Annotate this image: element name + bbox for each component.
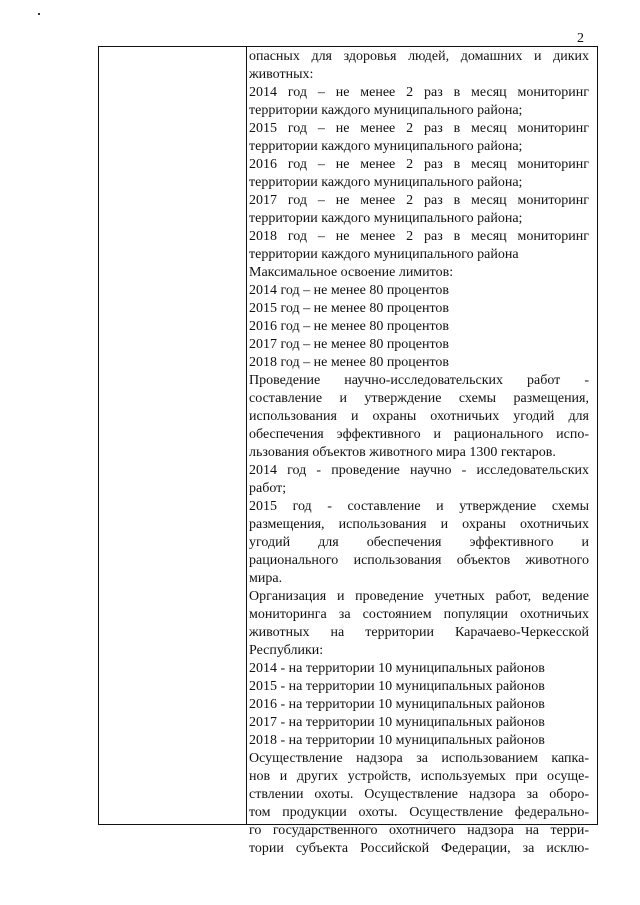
- text-line: 2018 год – не менее 80 процентов: [249, 355, 450, 370]
- text-line: льзования объектов животного мира 1300 гектаров.: [249, 445, 556, 460]
- text-line: 2014 год – не менее 2 раз в месяц мониторинг: [249, 85, 589, 100]
- text-line: опасных для здоровья людей, домашних и диких: [249, 49, 589, 64]
- text-line: животных на территории Карачаево-Черкесской: [249, 625, 589, 640]
- text-line: 2015 - на территории 10 муниципальных районов: [249, 679, 545, 694]
- text-line: 2017 год – не менее 80 процентов: [249, 337, 450, 352]
- text-line: 2018 - на территории 10 муниципальных районов: [249, 733, 545, 748]
- text-line: размещения, использования и охраны охотничьих: [249, 517, 589, 532]
- text-line: том продукции охоты. Осуществление федерально-: [249, 805, 589, 820]
- text-line: го государственного охотничего надзора на терри-: [249, 823, 589, 838]
- text-line: территории каждого муниципального района;: [249, 103, 523, 118]
- text-line: обеспечения эффективного и рационального испо-: [249, 427, 589, 442]
- text-line: рационального использования объектов животного: [249, 553, 589, 568]
- text-line: территории каждого муниципального района;: [249, 211, 523, 226]
- text-line: 2017 - на территории 10 муниципальных районов: [249, 715, 545, 730]
- text-line: 2016 - на территории 10 муниципальных районов: [249, 697, 545, 712]
- text-line: Проведение научно-исследовательских работ -: [249, 373, 589, 388]
- text-line: 2016 год – не менее 2 раз в месяц мониторинг: [249, 157, 589, 172]
- text-line: использования и охраны охотничьих угодий для: [249, 409, 589, 424]
- text-line: территории каждого муниципального района;: [249, 139, 523, 154]
- text-line: работ;: [249, 481, 287, 496]
- text-line: территории каждого муниципального района: [249, 247, 519, 262]
- text-line: ствлении охоты. Осуществление надзора за оборо-: [249, 787, 589, 802]
- text-line: Организация и проведение учетных работ, ведение: [249, 589, 589, 604]
- table-right-column: [249, 48, 589, 858]
- page-number: 2: [577, 31, 584, 46]
- text-line: Осуществление надзора за использованием капка-: [249, 751, 589, 766]
- text-line: 2017 год – не менее 2 раз в месяц мониторинг: [249, 193, 589, 208]
- text-line: 2014 год - проведение научно - исследовательских: [249, 463, 589, 478]
- text-line: Максимальное освоение лимитов:: [249, 265, 454, 280]
- text-line: 2018 год – не менее 2 раз в месяц мониторинг: [249, 229, 589, 244]
- document-table: [98, 46, 598, 856]
- text-line: нов и других устройств, используемых при осуще-: [249, 769, 589, 784]
- text-line: территории каждого муниципального района;: [249, 175, 523, 190]
- text-line: 2015 год – не менее 80 процентов: [249, 301, 450, 316]
- text-line: мира.: [249, 571, 283, 586]
- text-line: 2015 год - составление и утверждение схемы: [249, 499, 589, 514]
- text-line: 2015 год – не менее 2 раз в месяц мониторинг: [249, 121, 589, 136]
- text-line: 2016 год – не менее 80 процентов: [249, 319, 450, 334]
- text-line: мониторинга за состоянием популяции охотничьих: [249, 607, 589, 622]
- table-left-column: [99, 47, 247, 824]
- text-line: 2014 - на территории 10 муниципальных районов: [249, 661, 545, 676]
- text-line: животных:: [249, 67, 314, 82]
- text-line: составление и утверждение схемы размещения,: [249, 391, 589, 406]
- text-line: тории субъекта Российской Федерации, за исклю-: [249, 841, 589, 856]
- text-line: угодий для обеспечения эффективного и: [249, 535, 589, 550]
- text-line: 2014 год – не менее 80 процентов: [249, 283, 450, 298]
- scan-speck: [38, 13, 40, 15]
- text-line: Республики:: [249, 643, 324, 658]
